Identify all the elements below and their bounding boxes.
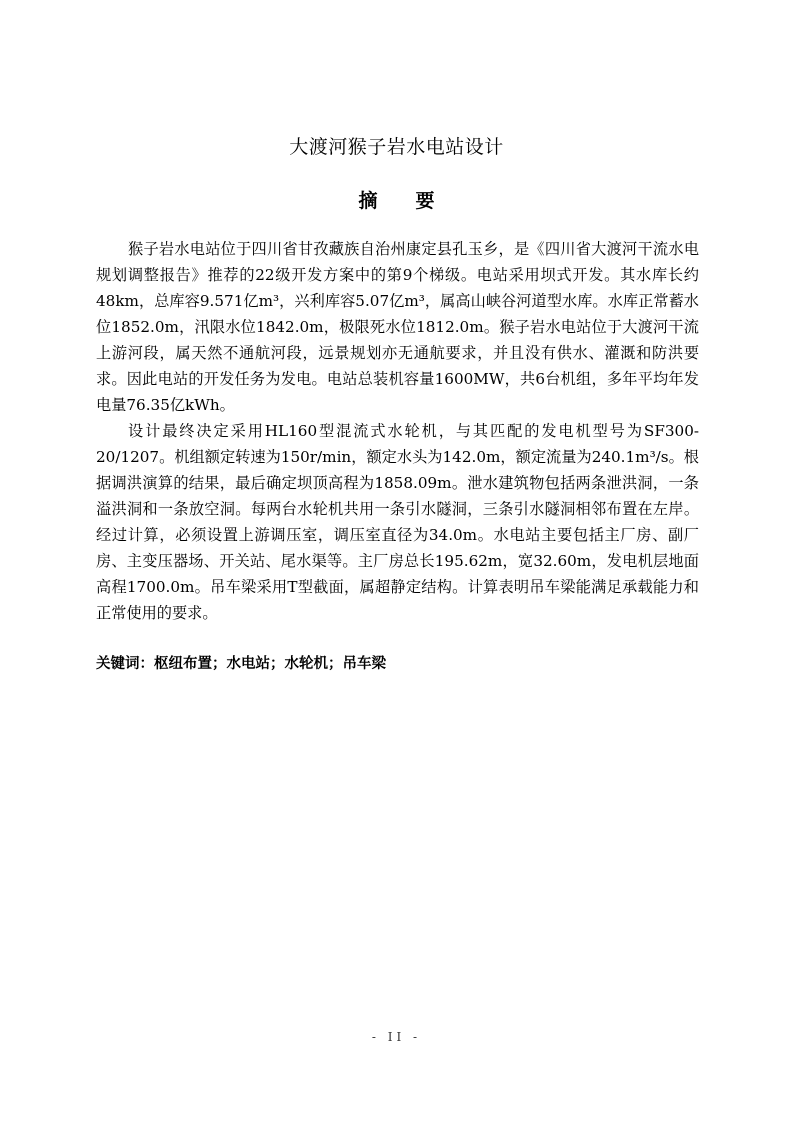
abstract-paragraph-2: 设计最终决定采用HL160型混流式水轮机，与其匹配的发电机型号为SF300-20/1207。机组额定转速为150r/min，额定水头为142.0m，额定流量为240.1m³/s。根据调洪演算的结果，最后确定坝顶高程为1858.09m。泄水建筑物包括两条泄洪洞，一条溢洪洞和一条放空洞。每两台水轮机共用一条引水隧洞，三条引水隧洞相邻布置在左岸。经过计算，必须设置上游调压室，调压室直径为34.0m。水电站主要包括主厂房、副厂房、主变压器场、开关站、尾水渠等。主厂房总长195.62m，宽32.60m，发电机层地面高程1700.0m。吊车梁采用T型截面，属超静定结构。计算表明吊车梁能满足承载能力和正常使用的要求。 [96, 422, 699, 622]
abstract-heading-char-2: 要 [415, 190, 435, 212]
document-title: 大渡河猴子岩水电站设计 [289, 136, 504, 158]
keywords-line: 关键词：枢纽布置；水电站；水轮机；吊车梁 [96, 656, 386, 672]
page-number: - II - [371, 1030, 422, 1044]
abstract-heading-char-1: 摘 [358, 190, 378, 212]
abstract-paragraph-1: 猴子岩水电站位于四川省甘孜藏族自治州康定县孔玉乡，是《四川省大渡河干流水电规划调整报告》推荐的22级开发方案中的第9个梯级。电站采用坝式开发。其水库长约48km，总库容9.571亿m³，兴利库容5.07亿m³，属高山峡谷河道型水库。水库正常蓄水位1852.0m，汛限水位1842.0m，极限死水位1812.0m。猴子岩水电站位于大渡河干流上游河段，属天然不通航河段，远景规划亦无通航要求，并且没有供水、灌溉和防洪要求。因此电站的开发任务为发电。电站总装机容量1600MW，共6台机组，多年平均年发电量76.35亿kWh。 [96, 240, 699, 414]
abstract-heading [0, 186, 793, 213]
abstract-body [96, 236, 699, 626]
